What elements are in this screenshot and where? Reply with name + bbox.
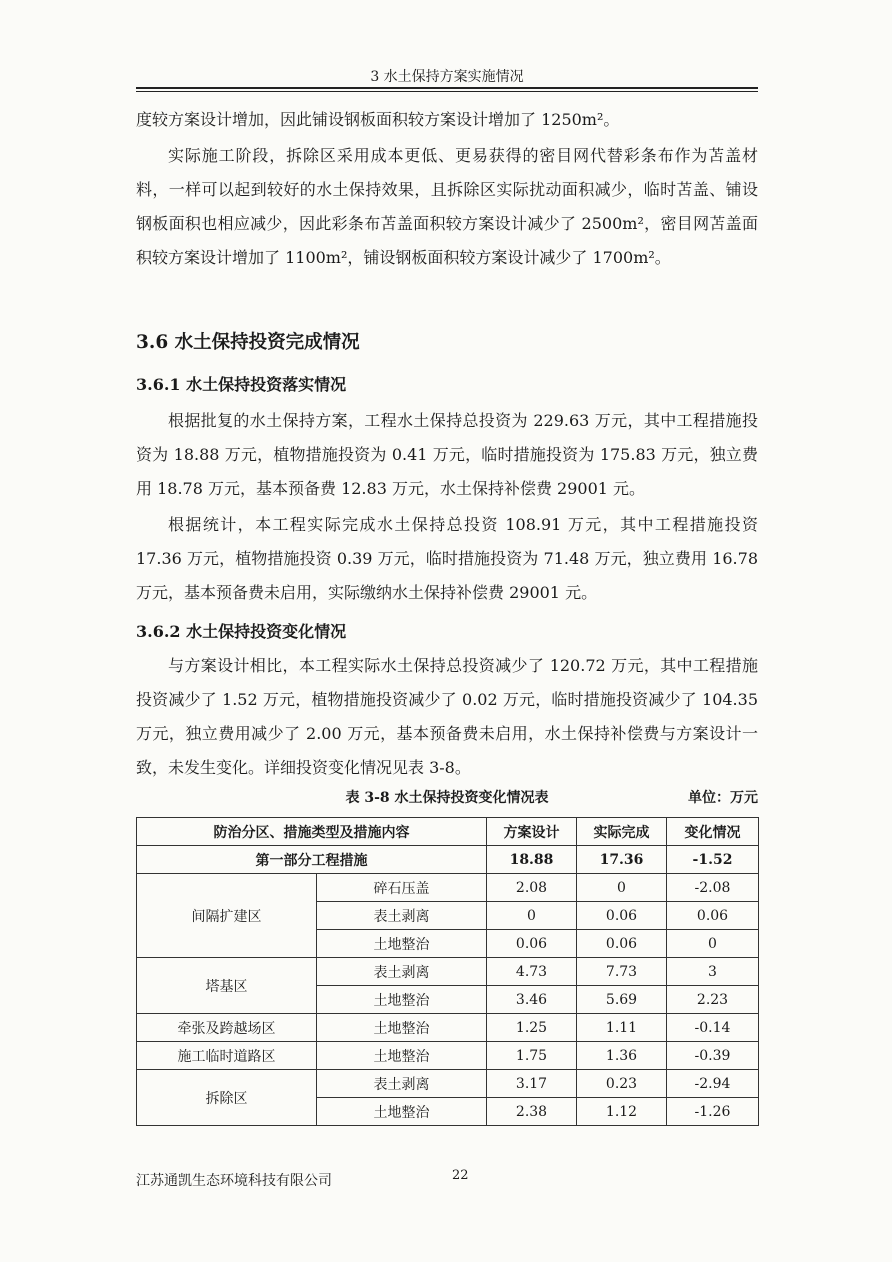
- table-cell: 2.23: [667, 986, 759, 1014]
- table-caption: 表 3-8 水土保持投资变化情况表: [345, 790, 549, 806]
- table-cell: 0: [667, 930, 759, 958]
- column-header: 方案设计: [487, 818, 577, 846]
- table-cell: 土地整治: [317, 986, 487, 1014]
- table-unit: 单位：万元: [688, 790, 758, 806]
- page-number: 22: [452, 1168, 469, 1183]
- table-cell: 17.36: [577, 846, 667, 874]
- table-cell: -0.39: [667, 1042, 759, 1070]
- table-cell: 土地整治: [317, 1042, 487, 1070]
- subsection-heading-3-6-1: 3.6.1 水土保持投资落实情况: [136, 375, 347, 394]
- zone-cell: 塔基区: [137, 958, 317, 1014]
- column-header: 防治分区、措施类型及措施内容: [137, 818, 487, 846]
- zone-cell: 牵张及跨越场区: [137, 1014, 317, 1042]
- table-row: [137, 874, 759, 902]
- table-cell: 1.12: [577, 1098, 667, 1126]
- table-row: [137, 1014, 759, 1042]
- table-cell: 2.38: [487, 1098, 577, 1126]
- running-header: 3 水土保持方案实施情况: [370, 69, 524, 85]
- table-cell: 7.73: [577, 958, 667, 986]
- header-rule-thin: [136, 91, 758, 92]
- table-cell: 1.75: [487, 1042, 577, 1070]
- zone-cell: 间隔扩建区: [137, 874, 317, 958]
- table-row: [137, 1042, 759, 1070]
- paragraph-3: 根据批复的水土保持方案，工程水土保持总投资为 229.63 万元，其中工程措施投资为 18.88 万元，植物措施投资为 0.41 万元，临时措施投资为 175.83 万元，独立费用 18.78 万元，基本预备费 12.83 万元，水土保持补偿费 29001 元。: [136, 411, 758, 498]
- table-cell: 第一部分工程措施: [137, 846, 487, 874]
- table-cell: 表土剥离: [317, 902, 487, 930]
- table-cell: 表土剥离: [317, 958, 487, 986]
- table-cell: 0.06: [667, 902, 759, 930]
- table-cell: -2.94: [667, 1070, 759, 1098]
- table-cell: 5.69: [577, 986, 667, 1014]
- table-cell: -1.52: [667, 846, 759, 874]
- table-cell: 18.88: [487, 846, 577, 874]
- table-row: [137, 958, 759, 986]
- zone-cell: 拆除区: [137, 1070, 317, 1126]
- table-cell: 3.17: [487, 1070, 577, 1098]
- table-cell: 1.25: [487, 1014, 577, 1042]
- table-cell: 表土剥离: [317, 1070, 487, 1098]
- column-header: 变化情况: [667, 818, 759, 846]
- table-cell: 0.06: [577, 930, 667, 958]
- table-cell: 3: [667, 958, 759, 986]
- table-cell: 1.36: [577, 1042, 667, 1070]
- table-cell: 土地整治: [317, 1098, 487, 1126]
- table-part-row: [137, 846, 759, 874]
- table-row: [137, 1070, 759, 1098]
- table-cell: 2.08: [487, 874, 577, 902]
- table-cell: 0.06: [487, 930, 577, 958]
- table-cell: -2.08: [667, 874, 759, 902]
- table-cell: 0: [487, 902, 577, 930]
- investment-change-table: [136, 817, 759, 1126]
- section-heading-3-6: 3.6 水土保持投资完成情况: [136, 332, 360, 353]
- paragraph-1: 度较方案设计增加，因此铺设钢板面积较方案设计增加了 1250m²。: [136, 110, 620, 129]
- table-cell: 1.11: [577, 1014, 667, 1042]
- table-cell: 土地整治: [317, 1014, 487, 1042]
- column-header: 实际完成: [577, 818, 667, 846]
- table-cell: 4.73: [487, 958, 577, 986]
- table-header-row: [137, 818, 759, 846]
- table-cell: 0.06: [577, 902, 667, 930]
- footer-company: 江苏通凯生态环境科技有限公司: [136, 1173, 332, 1189]
- table-cell: 0.23: [577, 1070, 667, 1098]
- paragraph-4: 根据统计，本工程实际完成水土保持总投资 108.91 万元，其中工程措施投资 17.36 万元，植物措施投资 0.39 万元，临时措施投资为 71.48 万元，独立费用 16.78 万元，基本预备费未启用，实际缴纳水土保持补偿费 29001 元。: [136, 515, 758, 602]
- paragraph-5: 与方案设计相比，本工程实际水土保持总投资减少了 120.72 万元，其中工程措施投资减少了 1.52 万元，植物措施投资减少了 0.02 万元，临时措施投资减少了 104.35 万元，独立费用减少了 2.00 万元，基本预备费未启用，水土保持补偿费与方案设计一致，未发生变化。详细投资变化情况见表 3-8。: [136, 656, 758, 777]
- paragraph-2: 实际施工阶段，拆除区采用成本更低、更易获得的密目网代替彩条布作为苫盖材料，一样可以起到较好的水土保持效果，且拆除区实际扰动面积减少，临时苫盖、铺设钢板面积也相应减少，因此彩条布苫盖面积较方案设计减少了 2500m²，密目网苫盖面积较方案设计增加了 1100m²，铺设钢板面积较方案设计减少了 1700m²。: [136, 146, 758, 267]
- subsection-heading-3-6-2: 3.6.2 水土保持投资变化情况: [136, 622, 347, 641]
- table-cell: 0: [577, 874, 667, 902]
- table-cell: 土地整治: [317, 930, 487, 958]
- table-cell: -0.14: [667, 1014, 759, 1042]
- table-cell: -1.26: [667, 1098, 759, 1126]
- header-rule-thick: [136, 87, 758, 89]
- table-cell: 碎石压盖: [317, 874, 487, 902]
- zone-cell: 施工临时道路区: [137, 1042, 317, 1070]
- table-cell: 3.46: [487, 986, 577, 1014]
